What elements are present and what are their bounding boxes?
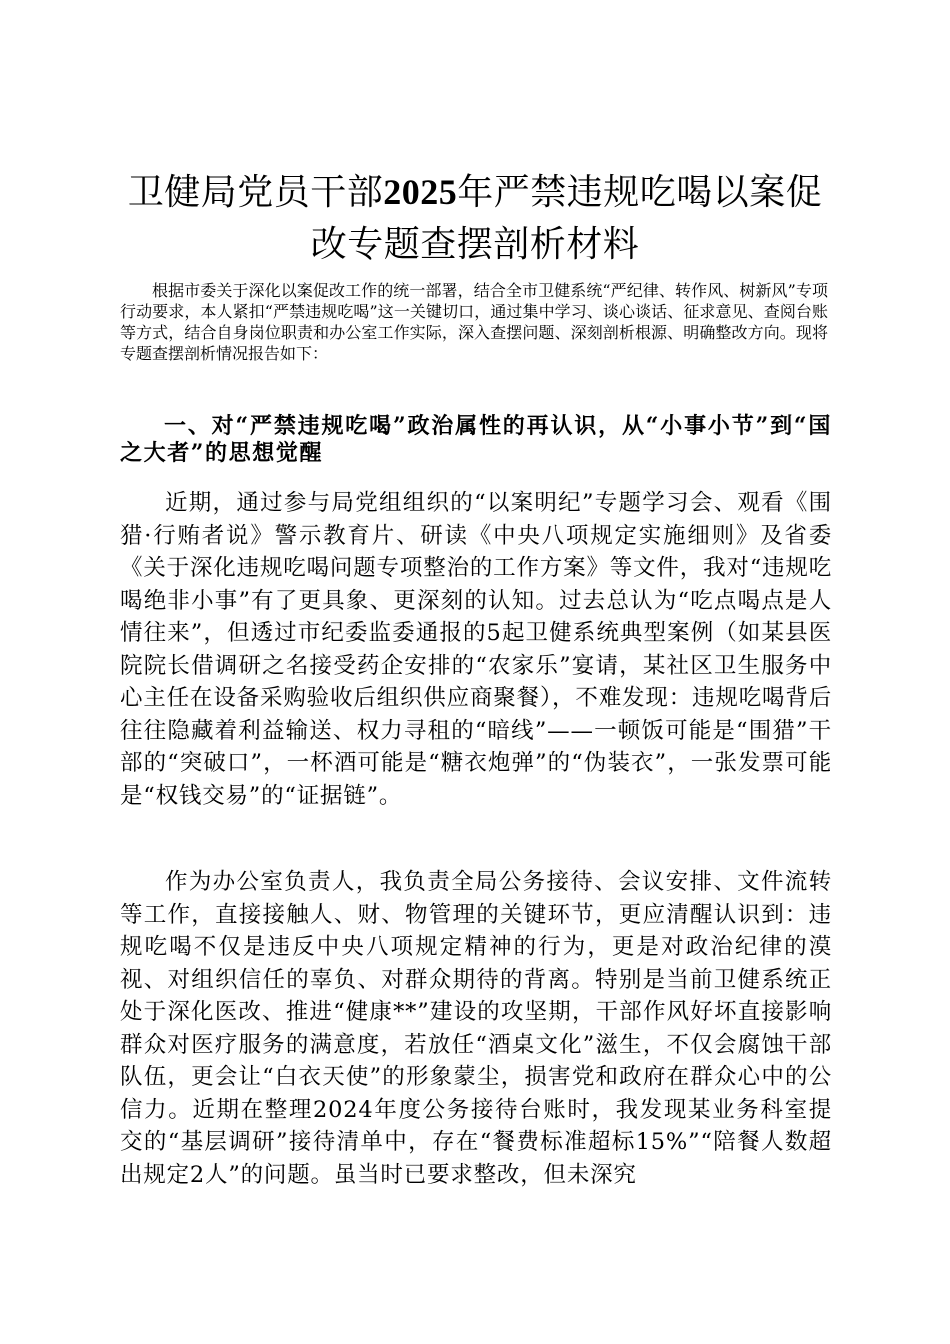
section-heading-1: 一、对“严禁违规吃喝”政治属性的再认识，从“小事小节”到“国之大者”的思想觉醒: [120, 413, 832, 466]
title-part2: 年严禁违规吃喝以案促改专题查摆剖析材料: [310, 172, 823, 265]
intro-paragraph: 根据市委关于深化以案促改工作的统一部署，结合全市卫健系统“严纪律、转作风、树新风”专项行动要求，本人紧扣“严禁违规吃喝”这一关键切口，通过集中学习、谈心谈话、征求意见、查阅台账等方式，结合自身岗位职责和办公室工作实际，深入查摆问题、深刻剖析根源、明确整改方向。现将专题查摆剖析情况报告如下：: [120, 281, 828, 363]
title-part1: 卫健局党员干部: [127, 172, 384, 213]
body-paragraph-1: 近期，通过参与局党组组织的“以案明纪”专题学习会、观看《围猎·行贿者说》警示教育片、研读《中央八项规定实施细则》及省委《关于深化违规吃喝问题专项整治的工作方案》等文件，我对“违规吃喝绝非小事”有了更具象、更深刻的认知。过去总认为“吃点喝点是人情往来”，但透过市纪委监委通报的5起卫健系统典型案例（如某县医院院长借调研之名接受药企安排的“农家乐”宴请，某社区卫生服务中心主任在设备采购验收后组织供应商聚餐），不难发现：违规吃喝背后往往隐藏着利益输送、权力寻租的“暗线”——一顿饭可能是“围猎”干部的“突破口”，一杯酒可能是“糖衣炮弹”的“伪装衣”，一张发票可能是“权钱交易”的“证据链”。: [120, 490, 832, 809]
body-paragraph-2: 作为办公室负责人，我负责全局公务接待、会议安排、文件流转等工作，直接接触人、财、物管理的关键环节，更应清醒认识到：违规吃喝不仅是违反中央八项规定精神的行为，更是对政治纪律的漠视、对组织信任的辜负、对群众期待的背离。特别是当前卫健系统正处于深化医改、推进“健康**”建设的攻坚期，干部作风好坏直接影响群众对医疗服务的满意度，若放任“酒桌文化”滋生，不仅会腐蚀干部队伍，更会让“白衣天使”的形象蒙尘，损害党和政府在群众心中的公信力。近期在整理2024年度公务接待台账时，我发现某业务科室提交的“基层调研”接待清单中，存在“餐费标准超标15%”“陪餐人数超出规定2人”的问题。虽当时已要求整改，但未深究: [120, 869, 832, 1188]
title-year: 2025: [383, 172, 458, 212]
document-title: [110, 166, 840, 271]
